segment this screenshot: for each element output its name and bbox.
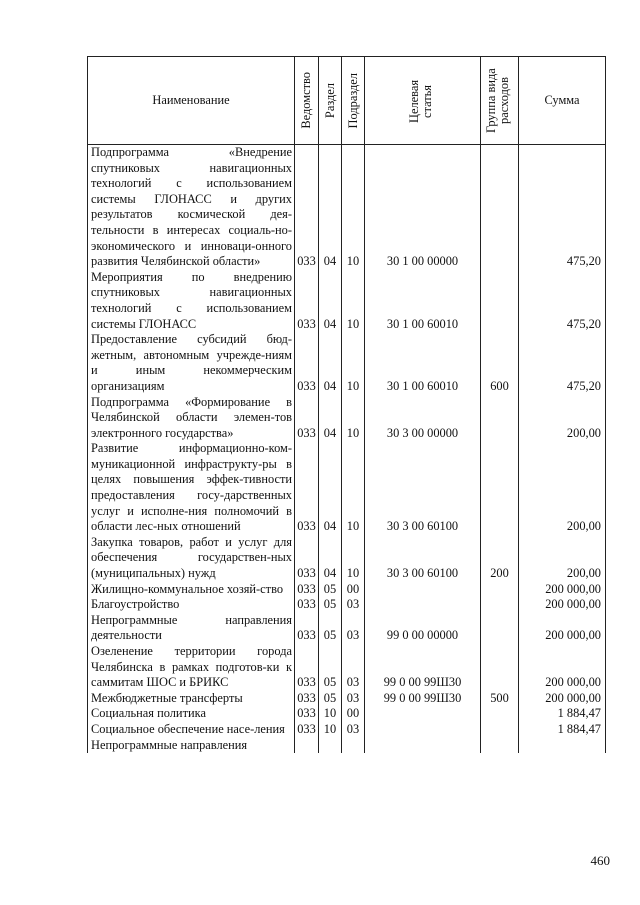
row-ved: 033 — [295, 582, 319, 598]
row-podrazdel: 10 — [342, 270, 365, 332]
row-gruppa — [481, 706, 519, 722]
row-razdel: 10 — [319, 722, 342, 738]
row-celevaya: 99 0 00 00000 — [365, 613, 481, 644]
row-gruppa — [481, 644, 519, 691]
row-summa: 475,20 — [519, 332, 606, 394]
row-name: Непрограммные направления — [88, 738, 295, 754]
header-summa: Сумма — [519, 57, 606, 145]
row-ved — [295, 738, 319, 754]
header-celevaya-label: Целевая статья — [406, 78, 434, 123]
row-ved: 033 — [295, 706, 319, 722]
table-row — [88, 395, 606, 442]
row-summa: 200 000,00 — [519, 644, 606, 691]
row-summa: 1 884,47 — [519, 706, 606, 722]
row-name: Предоставление субсидий бюд-жетным, автономным учрежде-ниям и иным некоммерческим организациям — [88, 332, 295, 394]
row-gruppa — [481, 441, 519, 535]
row-ved: 033 — [295, 535, 319, 582]
table-row — [88, 691, 606, 707]
table-row — [88, 332, 606, 394]
row-ved: 033 — [295, 691, 319, 707]
row-ved: 033 — [295, 597, 319, 613]
row-razdel: 04 — [319, 535, 342, 582]
table-row — [88, 441, 606, 535]
row-name: Развитие информационно-ком-муникационной инфраструкту-ры в целях повышения эффек-тивности предоставления госу-дарственных услуг и исполне-ния полномочий в области лес-ных отношений — [88, 441, 295, 535]
row-podrazdel: 10 — [342, 441, 365, 535]
header-gruppa — [481, 57, 519, 145]
row-ved: 033 — [295, 613, 319, 644]
row-razdel: 10 — [319, 706, 342, 722]
row-razdel: 05 — [319, 691, 342, 707]
row-name: Жилищно-коммунальное хозяй-ство — [88, 582, 295, 598]
row-celevaya — [365, 597, 481, 613]
row-celevaya: 30 1 00 60010 — [365, 332, 481, 394]
row-summa: 200,00 — [519, 441, 606, 535]
row-name: Непрограммные направления деятельности — [88, 613, 295, 644]
row-ved: 033 — [295, 270, 319, 332]
row-name: Социальная политика — [88, 706, 295, 722]
table-row — [88, 738, 606, 754]
row-razdel: 05 — [319, 582, 342, 598]
row-summa: 200 000,00 — [519, 597, 606, 613]
row-gruppa — [481, 722, 519, 738]
row-gruppa — [481, 582, 519, 598]
row-podrazdel: 00 — [342, 706, 365, 722]
header-podrazdel — [342, 57, 365, 145]
row-gruppa — [481, 738, 519, 754]
row-celevaya: 30 1 00 00000 — [365, 145, 481, 270]
row-celevaya: 99 0 00 99Ш30 — [365, 691, 481, 707]
row-podrazdel: 00 — [342, 582, 365, 598]
row-gruppa: 500 — [481, 691, 519, 707]
table-row — [88, 644, 606, 691]
row-celevaya: 99 0 00 99Ш30 — [365, 644, 481, 691]
row-gruppa: 600 — [481, 332, 519, 394]
budget-table — [87, 56, 606, 753]
row-razdel: 04 — [319, 441, 342, 535]
row-celevaya — [365, 738, 481, 754]
table-row — [88, 535, 606, 582]
row-podrazdel: 10 — [342, 535, 365, 582]
row-podrazdel: 03 — [342, 722, 365, 738]
row-razdel: 04 — [319, 270, 342, 332]
table-row — [88, 613, 606, 644]
row-gruppa — [481, 145, 519, 270]
row-summa: 200,00 — [519, 535, 606, 582]
row-ved: 033 — [295, 332, 319, 394]
row-podrazdel: 10 — [342, 332, 365, 394]
row-name: Социальное обеспечение насе-ления — [88, 722, 295, 738]
row-gruppa — [481, 613, 519, 644]
row-gruppa — [481, 597, 519, 613]
row-name: Подпрограмма «Внедрение спутниковых навигационных технологий с использованием системы ГЛОНАСС и других результатов космической дея-тельности в интересах социаль-но-экономического и инноваци-онного развития Челябинской области» — [88, 145, 295, 270]
row-razdel: 05 — [319, 597, 342, 613]
row-celevaya — [365, 582, 481, 598]
row-summa — [519, 738, 606, 754]
table-row — [88, 582, 606, 598]
row-ved: 033 — [295, 145, 319, 270]
table-row — [88, 145, 606, 270]
header-name: Наименование — [88, 57, 295, 145]
row-name: Благоустройство — [88, 597, 295, 613]
table-header-row — [88, 57, 606, 145]
row-gruppa: 200 — [481, 535, 519, 582]
row-summa: 200 000,00 — [519, 582, 606, 598]
row-ved: 033 — [295, 644, 319, 691]
row-razdel: 04 — [319, 332, 342, 394]
row-name: Подпрограмма «Формирование в Челябинской области элемен-тов электронного государства» — [88, 395, 295, 442]
row-razdel: 05 — [319, 613, 342, 644]
row-name: Озеленение территории города Челябинска в рамках подготов-ки к саммитам ШОС и БРИКС — [88, 644, 295, 691]
row-summa: 200 000,00 — [519, 613, 606, 644]
row-celevaya: 30 1 00 60010 — [365, 270, 481, 332]
row-name: Закупка товаров, работ и услуг для обеспечения государствен-ных (муниципальных) нужд — [88, 535, 295, 582]
row-celevaya: 30 3 00 00000 — [365, 395, 481, 442]
row-ved: 033 — [295, 722, 319, 738]
row-razdel — [319, 738, 342, 754]
row-summa: 475,20 — [519, 145, 606, 270]
header-gruppa-label: Группа вида расходов — [483, 68, 511, 133]
row-razdel: 04 — [319, 395, 342, 442]
table-row — [88, 597, 606, 613]
page-number: 460 — [590, 853, 610, 868]
row-podrazdel: 03 — [342, 644, 365, 691]
table-body — [88, 145, 606, 754]
header-ved-label: Ведомство — [299, 72, 313, 129]
header-razdel-label: Раздел — [322, 82, 337, 119]
row-name: Межбюджетные трансферты — [88, 691, 295, 707]
row-summa: 475,20 — [519, 270, 606, 332]
row-celevaya — [365, 706, 481, 722]
row-ved: 033 — [295, 395, 319, 442]
table-row — [88, 270, 606, 332]
row-podrazdel: 10 — [342, 395, 365, 442]
row-razdel: 04 — [319, 145, 342, 270]
row-podrazdel: 03 — [342, 691, 365, 707]
row-celevaya: 30 3 00 60100 — [365, 535, 481, 582]
row-ved: 033 — [295, 441, 319, 535]
row-gruppa — [481, 270, 519, 332]
header-celevaya — [365, 57, 481, 145]
row-razdel: 05 — [319, 644, 342, 691]
table-row — [88, 722, 606, 738]
row-summa: 200 000,00 — [519, 691, 606, 707]
header-podrazdel-label: Подраздел — [345, 72, 360, 129]
row-podrazdel: 10 — [342, 145, 365, 270]
row-summa: 1 884,47 — [519, 722, 606, 738]
row-celevaya: 30 3 00 60100 — [365, 441, 481, 535]
row-gruppa — [481, 395, 519, 442]
row-podrazdel: 03 — [342, 613, 365, 644]
row-summa: 200,00 — [519, 395, 606, 442]
row-podrazdel: 03 — [342, 597, 365, 613]
row-podrazdel — [342, 738, 365, 754]
header-ved — [295, 57, 319, 145]
row-celevaya — [365, 722, 481, 738]
table-row — [88, 706, 606, 722]
header-razdel — [319, 57, 342, 145]
row-name: Мероприятия по внедрению спутниковых навигационных технологий с использованием системы ГЛОНАСС — [88, 270, 295, 332]
